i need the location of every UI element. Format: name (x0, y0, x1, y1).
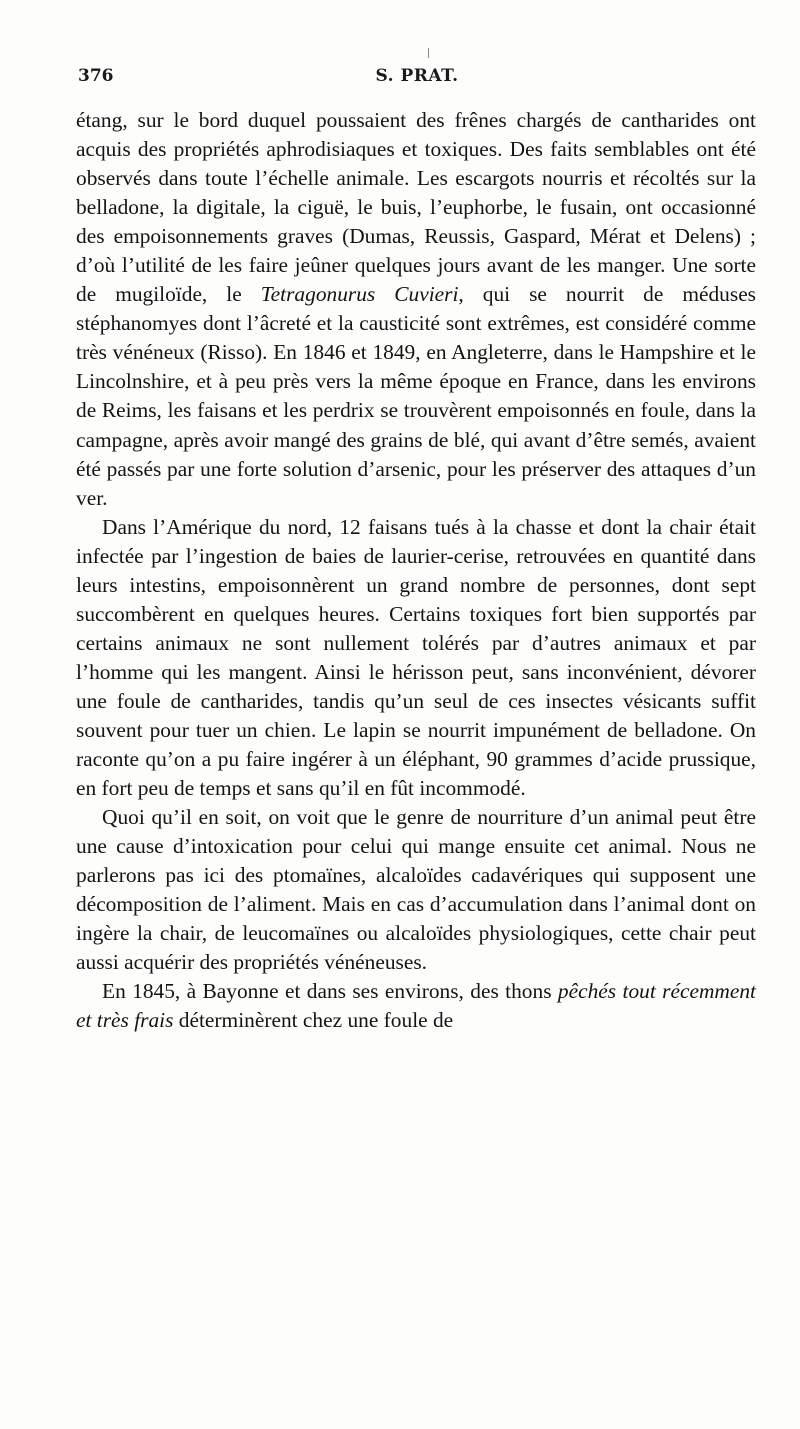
page-header (78, 66, 756, 90)
paragraph-text: étang, sur le bord duquel poussaient des frênes chargés de cantharides ont acquis des propriétés aphrodisiaques et toxiques. Des faits semblables ont été observés dans toute l’échelle animale. Les escargots nourris et récoltés sur la belladone, la digitale, la ciguë, le buis, l’euphorbe, le fusain, ont occasionné des empoisonnements graves (Dumas, Reussis, Gaspard, Mérat et Delens) ; d’où l’utilité de les faire jeûner quelques jours avant de les manger. Une sorte de mugiloïde, le (76, 108, 756, 307)
scan-artifact-mark (428, 48, 429, 58)
paragraph-1 (76, 106, 756, 513)
paragraph-text: En 1845, à Bayonne et dans ses environs, des thons (102, 979, 558, 1004)
running-head: S. PRAT. (375, 66, 459, 86)
paragraph-text: Dans l’Amérique du nord, 12 faisans tués à la chasse et dont la chair était infectée par l’ingestion de baies de laurier-cerise, retrouvées en quantité dans leurs intestins, empoisonnèrent un grand nombre de personnes, dont sept succombèrent en quelques heures. Certains toxiques fort bien supportés par certains animaux ne sont nullement tolérés par d’autres animaux et par l’homme qui les mangent. Ainsi le hérisson peut, sans inconvénient, dévorer une foule de cantharides, tandis qu’un seul de ces insectes vésicants suffit souvent pour tuer un chien. Le lapin se nourrit impunément de belladone. On raconte qu’on a pu faire ingérer à un éléphant, 90 grammes d’acide prussique, en fort peu de temps et sans qu’il en fût incommodé. (76, 514, 756, 801)
page-number: 376 (78, 66, 114, 86)
species-name-italic: Tetragonurus Cuvieri (260, 282, 459, 307)
paragraph-2 (76, 513, 756, 803)
emphasis-italic: pêchés tout récemment et très frais (76, 979, 756, 1033)
paragraph-3 (76, 803, 756, 977)
paragraph-4 (76, 977, 756, 1035)
paragraph-text: déterminèrent chez une foule de (173, 1008, 454, 1033)
paragraph-text: Quoi qu’il en soit, on voit que le genre de nourriture d’un animal peut être une cause d’intoxication pour celui qui mange ensuite cet animal. Nous ne parlerons pas ici des ptomaïnes, alcaloïdes cadavériques qui supposent une décomposition de l’aliment. Mais en cas d’accumulation dans l’animal dont on ingère la chair, de leucomaïnes ou alcaloïdes physiologiques, cette chair peut aussi acquérir des propriétés vénéneuses. (76, 805, 756, 975)
body-text (76, 106, 756, 1036)
paragraph-text: , qui se nourrit de méduses stéphanomyes dont l’âcreté et la causticité sont extrêmes, est considéré comme très vénéneux (Risso). En 1846 et 1849, en Angleterre, dans le Hampshire et le Lincolnshire, et à peu près vers la même époque en France, dans les environs de Reims, les faisans et les perdrix se trouvèrent empoisonnés en foule, dans la campagne, après avoir mangé des grains de blé, qui avant d’être semés, avaient été passés par une forte solution d’arsenic, pour les préserver des attaques d’un ver. (76, 282, 757, 510)
